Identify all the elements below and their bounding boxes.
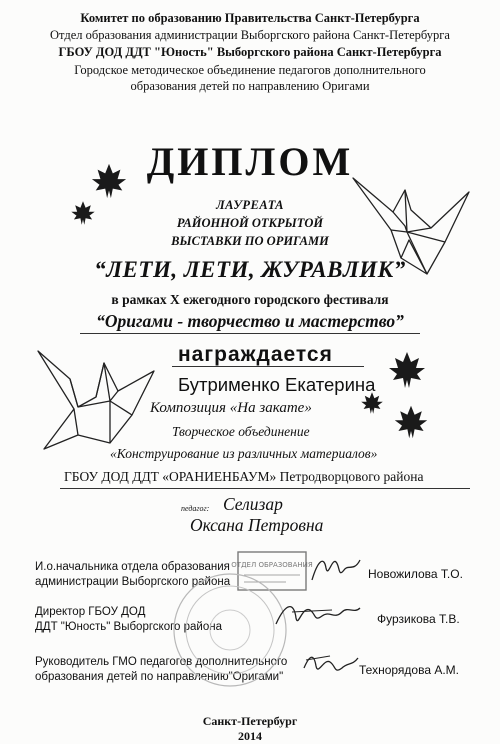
origami-crane-icon <box>34 345 169 460</box>
header-association: Городское методическое объединение педагогов дополнительного <box>74 63 426 77</box>
signature-scribble-1 <box>308 552 364 586</box>
signature-role-1-line-1: И.о.начальника отдела образования <box>35 561 230 573</box>
composition-title: Композиция «На закате» <box>150 400 312 416</box>
teacher-label: педагог: <box>181 504 210 513</box>
contest-name: “ЛЕТИ, ЛЕТИ, ЖУРАВЛИК” <box>94 257 406 282</box>
school-name: ГБОУ ДОД ДДТ «ОРАНИЕНБАУМ» Петродворцового района <box>64 469 424 484</box>
footer-city: Санкт-Петербург <box>202 714 298 728</box>
stamp-text: ОТДЕЛ ОБРАЗОВАНИЯ <box>231 561 313 569</box>
maple-leaf-icon <box>90 162 128 200</box>
signature-name-1: Новожилова Т.О. <box>368 567 463 581</box>
signature-role-2-line-2: ДДТ "Юность" Выборгского района <box>35 621 222 633</box>
recipient-name: Бутрименко Екатерина <box>178 374 376 395</box>
laureate-line-2: РАЙОННОЙ ОТКРЫТОЙ <box>176 216 324 230</box>
teacher-surname: Селизар <box>223 494 283 514</box>
maple-leaf-icon <box>70 200 96 226</box>
awarded-label: награждается <box>178 343 333 366</box>
header-school: ГБОУ ДОД ДДТ "Юность" Выборгского района Санкт-Петербурга <box>58 45 442 59</box>
maple-leaf-icon <box>393 404 429 440</box>
festival-line: в рамках X ежегодного городского фестиваля <box>111 292 389 307</box>
laureate-line-1: ЛАУРЕАТА <box>216 198 284 212</box>
signature-role-3-line-1: Руководитель ГМО педагогов дополнительного <box>35 656 288 668</box>
course-name: «Конструирование из различных материалов» <box>110 446 378 461</box>
origami-crane-icon <box>345 170 475 280</box>
teacher-given-names: Оксана Петровна <box>190 515 324 535</box>
header-committee: Комитет по образованию Правительства Санкт-Петербурга <box>80 11 420 25</box>
signature-role-2-line-1: Директор ГБОУ ДОД <box>35 606 146 618</box>
header-association-direction: образования детей по направлению Оригами <box>130 79 370 93</box>
awarded-underline <box>172 366 364 367</box>
signature-role-3-line-2: образования детей по направлению"Оригами" <box>35 671 284 683</box>
signature-scribble-2 <box>272 598 364 632</box>
maple-leaf-icon <box>387 350 427 390</box>
signature-role-1-line-2: администрации Выборгского района <box>35 576 231 588</box>
maple-leaf-icon <box>360 391 384 415</box>
school-underline <box>60 488 470 489</box>
diploma-title: ДИПЛОМ <box>146 139 354 184</box>
signature-name-2: Фурзикова Т.В. <box>377 612 460 626</box>
festival-name-underline <box>80 333 420 334</box>
laureate-line-3: ВЫСТАВКИ ПО ОРИГАМИ <box>171 234 329 248</box>
creative-union-label: Творческое объединение <box>172 424 310 439</box>
header-department: Отдел образования администрации Выборгского района Санкт-Петербурга <box>50 28 450 42</box>
signature-name-3: Технорядова А.М. <box>359 663 459 677</box>
signature-scribble-3 <box>300 648 362 682</box>
festival-name: “Оригами - творчество и мастерство” <box>96 311 404 331</box>
footer-year: 2014 <box>238 729 262 743</box>
